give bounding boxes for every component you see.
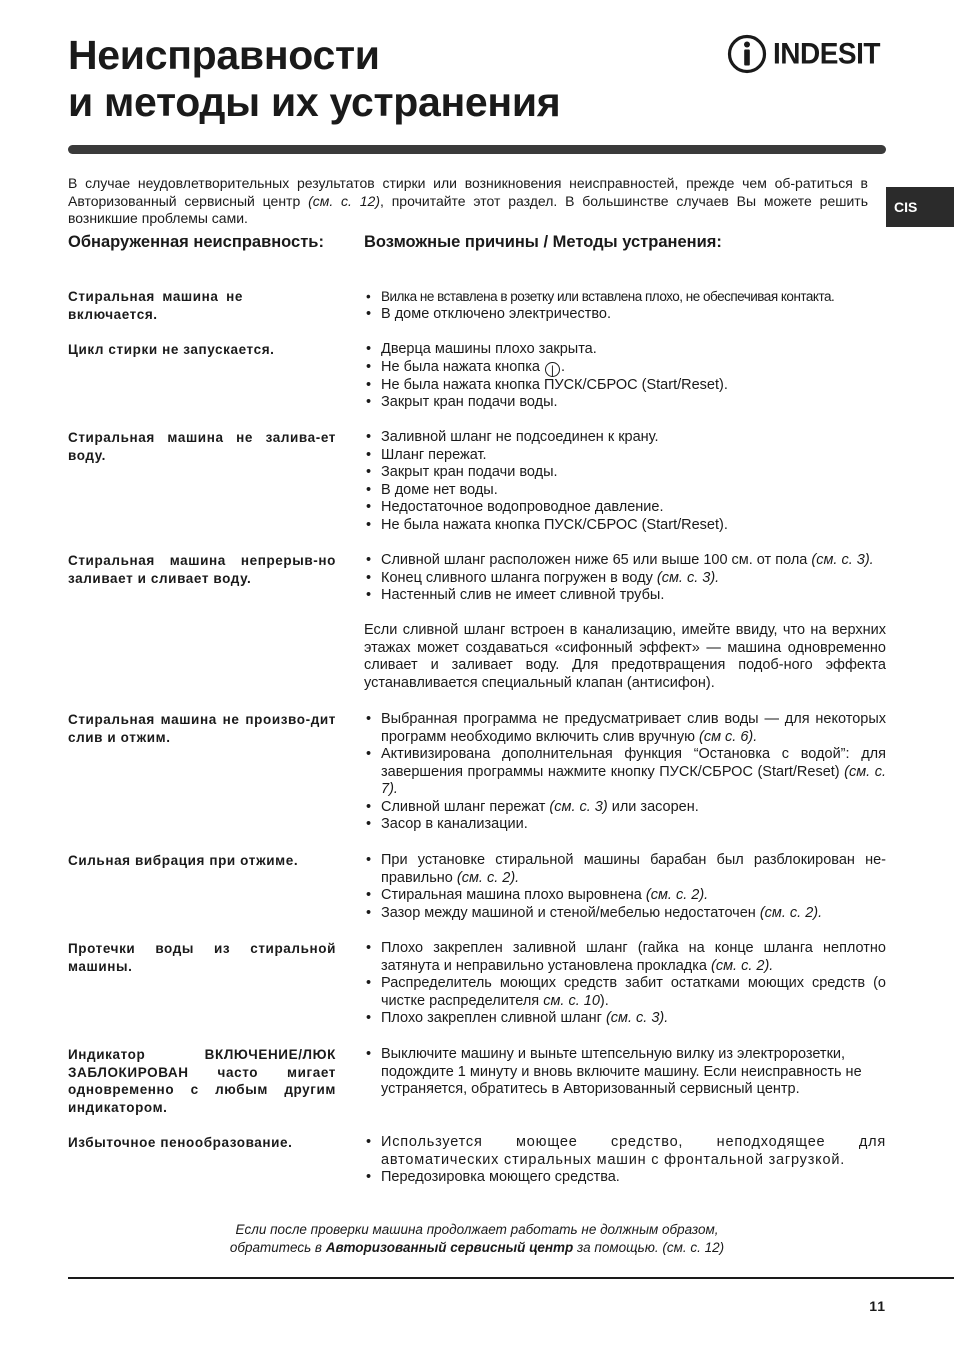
language-tab: CIS (886, 187, 954, 227)
causes-list (364, 1046, 886, 1099)
cause-item (364, 940, 886, 975)
footer-note-before: обратитесь в (229, 1239, 326, 1255)
footer-divider (68, 1277, 954, 1279)
problem-text: Цикл стирки не запускается. (68, 342, 275, 357)
cause-text: Сливной шланг пережат (381, 798, 546, 815)
cause-text: Распределитель моющих средств забит остатками моющих средств (о чистке распределителя (381, 975, 886, 1009)
page-ref: (см. с. 2). (645, 887, 709, 903)
cause-item (364, 746, 886, 799)
causes-list (364, 852, 886, 922)
cause-item: • Не была нажата кнопка ПУСК/СБРОС (Start/Reset). (364, 517, 886, 535)
cause-item (364, 552, 886, 570)
indesit-logo (727, 34, 880, 74)
cause-text: Не была нажата кнопка (381, 358, 540, 375)
cause-item: • В доме отключено электричество. (364, 306, 886, 324)
page-ref: (см. с. 2). (759, 904, 823, 921)
page-ref: (см. с. 7). (381, 763, 886, 797)
cause-item: • Засор в канализации. (364, 816, 886, 834)
page-ref: см. с. 10 (543, 992, 600, 1009)
cause-item: • Закрыт кран подачи воды. (364, 464, 886, 482)
cause-item: • Не была нажата кнопка | . (364, 359, 886, 377)
cause-item (364, 711, 886, 746)
cause-item (364, 1010, 886, 1028)
cause-item (364, 799, 886, 817)
causes-list (364, 1134, 886, 1187)
title-divider (68, 145, 886, 154)
causes-list (364, 940, 886, 1028)
power-button-icon: | (545, 362, 560, 377)
cause-item: • Выключите машину и выньте штепсельную вилку из электророзетки, подождите 1 минуту и вновь включите машину. Если неисправность не устраняется, обратитесь в Авторизованный сервисный центр. (364, 1046, 886, 1099)
footer-note-after: за помощью. (см. с. 12) (573, 1239, 725, 1255)
causes-list (364, 341, 886, 412)
problem-text: Сильная вибрация при отжиме. (68, 853, 299, 868)
intro-paragraph (68, 175, 868, 228)
causes-list (364, 711, 886, 834)
cause-item: • Недостаточное водопроводное давление. (364, 499, 886, 517)
cause-text: Выбранная программа не предусматривает слив воды — для некоторых программ необходимо включить слив вручную (381, 711, 886, 745)
page-ref: (см. с. 3) (549, 798, 608, 815)
cause-text: Активизирована дополнительная функция “Остановка с водой”: для завершения программы нажмите кнопку ПУСК/СБРОС (Start/Reset) (381, 746, 886, 780)
problem-text: Стиральная машина не включается. (68, 289, 243, 322)
cause-item: • Закрыт кран подачи воды. (364, 394, 886, 412)
cause-item: • В доме нет воды. (364, 482, 886, 500)
intro-text-after: , прочитайте этот раздел. В большинстве случаев Вы можете решить возникшие проблемы сами. (68, 192, 869, 226)
cause-item: • Не была нажата кнопка ПУСК/СБРОС (Start/Reset). (364, 377, 886, 395)
problem-column-header: Обнаруженная неисправность: (68, 233, 324, 251)
cause-text: Сливной шланг расположен ниже 65 или выше 100 см. от пола (381, 552, 808, 568)
cause-note: Если сливной шланг встроен в канализацию, имейте ввиду, что на верхних этажах может создаваться «сифонный эффект» — машина одновременно сливает и заливает воду. Для предотвращения подоб-ного эффекта устанавливается специальный клапан (антисифон). (364, 622, 886, 691)
page-ref: (см. с. 3). (656, 569, 720, 586)
cause-item: • Шланг пережат. (364, 447, 886, 465)
intro-text-before: В случае неудовлетворительных результатов стирки или возникновения неисправностей, прежде чем об-ратиться в Авторизованный сервисный центр (68, 175, 868, 209)
cause-text: При установке стиральной машины барабан был разблокирован не-правильно (381, 852, 886, 886)
cause-item (364, 852, 886, 887)
indesit-logo-icon (727, 34, 767, 74)
intro-ref: (см. с. 12) (308, 192, 381, 209)
cause-item (364, 570, 886, 588)
causes-list (364, 429, 886, 534)
cause-text: Зазор между машиной и стеной/мебелью недостаточен (381, 904, 756, 921)
page-ref: (см. с. 3). (811, 552, 874, 568)
causes-list (364, 288, 886, 323)
cause-text: Плохо закреплен заливной шланг (гайка на конце шланга неплотно затянута и неправильно установлена прокладка (381, 940, 886, 974)
problem-text: Индикатор ВКЛЮЧЕНИЕ/ЛЮК ЗАБЛОКИРОВАН часто мигает одновременно с любым другим индикатором. (68, 1047, 336, 1115)
cause-text: Плохо закреплен сливной шланг (381, 1010, 602, 1026)
page-ref: (см. с. 2). (711, 957, 774, 974)
title-line-1: Неисправности (68, 32, 380, 78)
cause-item: • Вилка не вставлена в розетку или вставлена плохо, не обеспечивая контакта. (364, 288, 886, 306)
cause-item: • Дверца машины плохо закрыта. (364, 341, 886, 359)
problem-text: Протечки воды из стиральной машины. (68, 941, 336, 974)
problem-text: Стиральная машина непрерыв-но заливает и сливает воду. (68, 553, 336, 586)
cause-item (364, 905, 886, 923)
problem-text: Стиральная машина не произво-дит слив и отжим. (68, 712, 336, 745)
page-ref: (см с. 6). (699, 728, 758, 745)
causes-list (364, 552, 886, 605)
causes-column-header: Возможные причины / Методы устранения: (364, 233, 722, 251)
cause-item: • Настенный слив не имеет сливной трубы. (364, 587, 886, 605)
page-number: 11 (869, 1298, 886, 1314)
cause-item (364, 887, 886, 905)
problem-text: Избыточное пенообразование. (68, 1135, 293, 1150)
page-title (68, 32, 560, 126)
footer-note-line-1: Если после проверки машина продолжает работать не должным образом, (235, 1222, 719, 1237)
cause-text: Конец сливного шланга погружен в воду (381, 569, 653, 586)
service-center-note (150, 1221, 804, 1256)
page-ref: (см. с. 3). (605, 1010, 669, 1026)
footer-note-bold: Авторизованный сервисный центр (325, 1239, 574, 1255)
page-ref: (см. с. 2). (456, 869, 520, 886)
cause-item: • Используется моющее средство, неподходящее для автоматических стиральных машин с фронтальной загрузкой. (364, 1134, 886, 1169)
cause-item: • Распределитель моющих средств забит остатками моющих средств (о чистке распределителя см. с. 10). (364, 975, 886, 1010)
cause-text-suffix: или засорен. (607, 798, 699, 815)
cause-item: • Заливной шланг не подсоединен к крану. (364, 429, 886, 447)
title-line-2: и методы их устранения (68, 79, 561, 125)
brand-name: INDESIT (773, 37, 880, 70)
cause-item: • Передозировка моющего средства. (364, 1169, 886, 1187)
problem-text: Стиральная машина не залива-ет воду. (68, 430, 336, 463)
cause-text: Стиральная машина плохо выровнена (381, 887, 642, 903)
